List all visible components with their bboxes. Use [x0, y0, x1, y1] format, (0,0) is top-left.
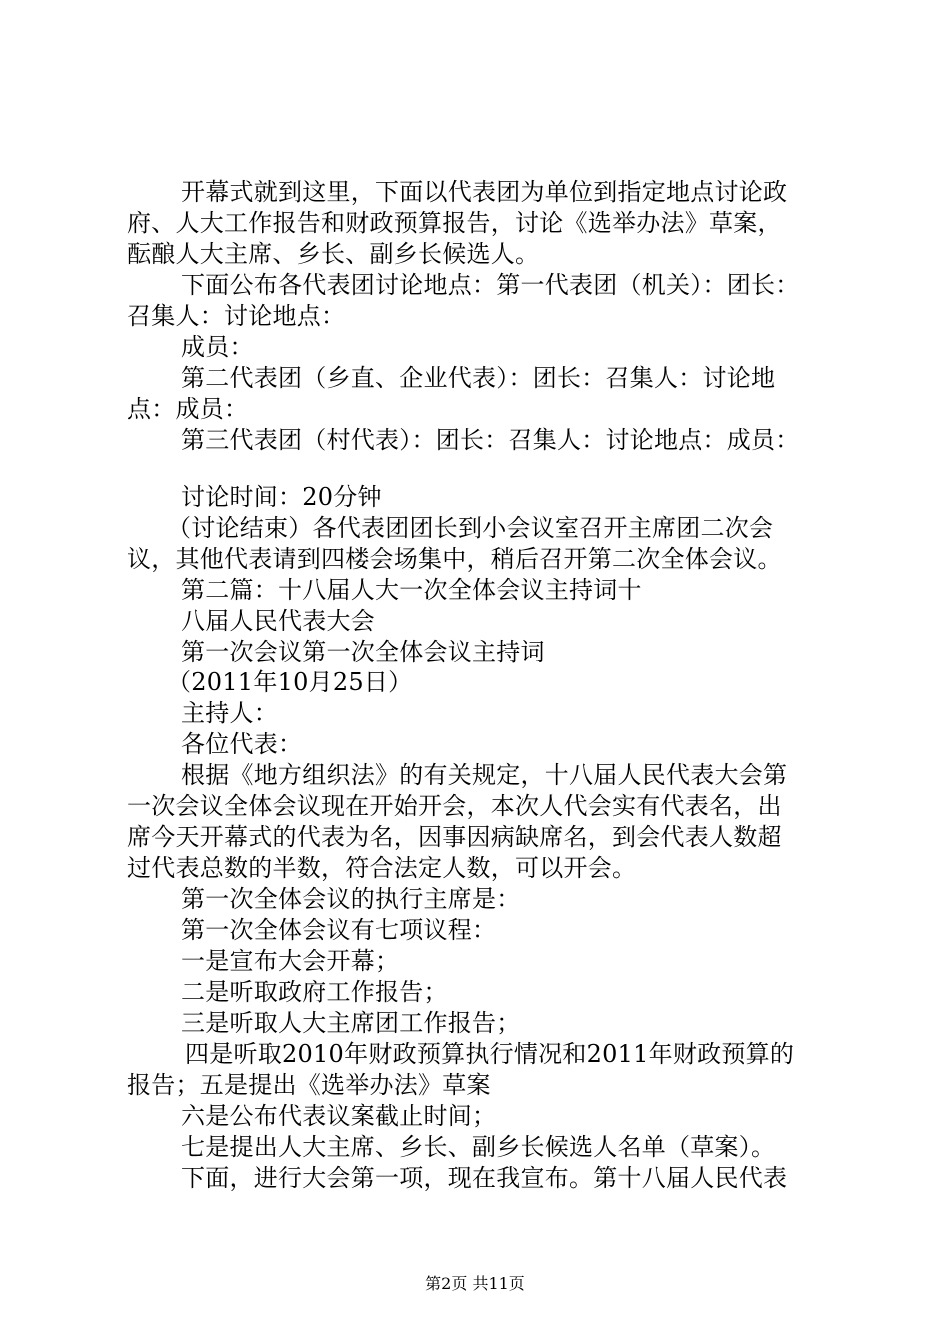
paragraph-line: 第三代表团（村代表）：团长：召集人：讨论地点：成员： — [181, 426, 800, 454]
paragraph-line: （2011年10月25日） — [167, 668, 413, 696]
paragraph-line: 开幕式就到这里，下面以代表团为单位到指定地点讨论政 — [181, 178, 788, 206]
paragraph-line: 七是提出人大主席、乡长、副乡长候选人名单（草案）。 — [181, 1133, 776, 1161]
paragraph-line: 下面公布各代表团讨论地点：第一代表团（机关）：团长： — [181, 271, 800, 299]
paragraph-line: 讨论时间：20分钟 — [181, 483, 382, 511]
paragraph-line: 第一次全体会议有七项议程： — [181, 916, 497, 944]
paragraph-line: 第一次全体会议的执行主席是： — [181, 885, 521, 913]
paragraph-line: 根据《地方组织法》的有关规定，十八届人民代表大会第 — [181, 761, 788, 789]
paragraph-line: 第二代表团（乡直、企业代表）：团长：召集人：讨论地 — [181, 364, 776, 392]
paragraph-line: 议，其他代表请到四楼会场集中，稍后召开第二次全体会议。 — [127, 545, 782, 573]
paragraph-line: 召集人：讨论地点： — [127, 302, 346, 330]
paragraph-line: 第二篇：十八届人大一次全体会议主持词十 — [181, 576, 642, 604]
paragraph-line: 各位代表： — [181, 730, 303, 758]
paragraph-line: 三是听取人大主席团工作报告； — [181, 1009, 521, 1037]
paragraph-line: 府、人大工作报告和财政预算报告，讨论《选举办法》草案， — [127, 209, 782, 237]
paragraph-line: 报告；五是提出《选举办法》草案 — [127, 1071, 491, 1099]
paragraph-line: 成员： — [181, 333, 254, 361]
paragraph-line: 八届人民代表大会 — [181, 607, 375, 635]
paragraph-line: 主持人： — [181, 699, 278, 727]
paragraph-line: 六是公布代表议案截止时间； — [181, 1102, 497, 1130]
paragraph-line: 二是听取政府工作报告； — [181, 978, 448, 1006]
paragraph-line: 席今天开幕式的代表为名，因事因病缺席名，到会代表人数超 — [127, 823, 782, 851]
paragraph-line: 下面，进行大会第一项，现在我宣布。第十八届人民代表 — [181, 1164, 788, 1192]
paragraph-line: 酝酿人大主席、乡长、副乡长候选人。 — [127, 240, 540, 268]
paragraph-line: 四是听取2010年财政预算执行情况和2011年财政预算的 — [185, 1040, 795, 1068]
paragraph-line: 点：成员： — [127, 395, 249, 423]
paragraph-line: 一是宣布大会开幕； — [181, 947, 400, 975]
paragraph-line: 过代表总数的半数，符合法定人数，可以开会。 — [127, 854, 637, 882]
paragraph-line: 一次会议全体会议现在开始开会，本次人代会实有代表名，出 — [127, 792, 782, 820]
page-footer: 第2页 共11页 — [425, 1274, 525, 1293]
paragraph-line: （讨论结束）各代表团团长到小会议室召开主席团二次会 — [167, 514, 774, 542]
paragraph-line: 第一次会议第一次全体会议主持词 — [181, 638, 545, 666]
